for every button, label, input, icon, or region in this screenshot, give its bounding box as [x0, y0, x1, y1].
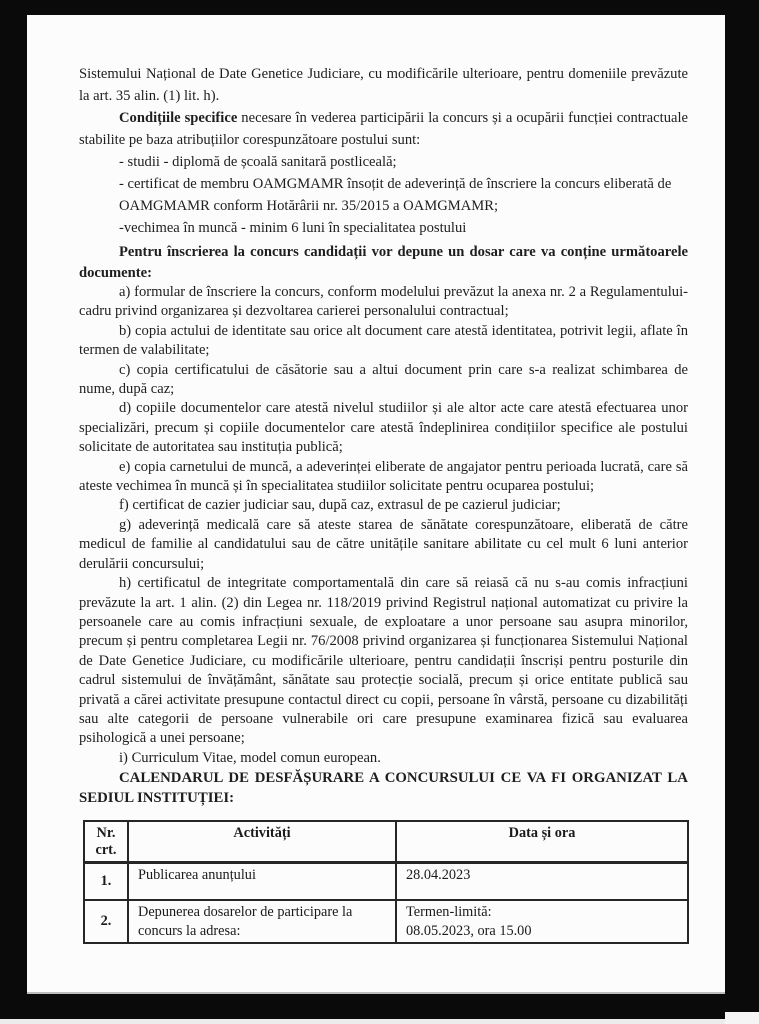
cell-row2-date-line1: Termen-limită:: [406, 904, 492, 921]
cell-row2-date: [396, 900, 688, 943]
dossier-item-d: d) copiile documentelor care atestă nivelul studiilor și ale altor acte care atestă efectuarea unor specializări, precum și copiile documentelor care atestă îndeplinirea condițiilor specifice ale postului solicitate de autoritatea sau instituția publică;: [79, 400, 688, 456]
table-header-row: [84, 821, 688, 863]
header-nr-line1: Nr.: [96, 825, 116, 842]
scan-bottom-strip: [0, 1019, 759, 1024]
conditions-paragraph: [79, 107, 688, 151]
dossier-item-h: h) certificatul de integritate comportamentală din care să reiasă că nu s-au comis infracțiuni prevăzute la art. 1 alin. (2) din Legea nr. 118/2019 privind Registrul național automatizat cu privire la persoanele care au comis infracțiuni sexuale, de exploatare a unor persoane sau asupra minorilor, precum și pentru completarea Legii nr. 76/2008 privind organizarea și funcționarea Sistemului Național de Date Genetice Judiciare, cu modificările ulterioare, pentru candidații înscriși pentru posturile din cadrul sistemului de învățământ, sănătate sau protecție socială, precum și orice entitate publică sau privată a cărei activitate presupune contactul direct cu copii, persoane în vârstă, persoane cu dizabilități sau alte categorii de persoane vulnerabile ori care presupune examinarea fizică sau evaluarea psihologică a unei persoane;: [79, 575, 688, 747]
conditions-list: [119, 151, 688, 239]
cell-row1-date: 28.04.2023: [396, 863, 688, 901]
conditions-lead-bold: Condițiile specifice: [119, 110, 238, 126]
calendar-title-line-2: SEDIUL INSTITUȚIEI:: [79, 790, 235, 807]
cell-row2-nr: 2.: [84, 900, 128, 943]
dossier-item-i: i) Curriculum Vitae, model comun european.: [119, 749, 381, 766]
dossier-item-a: a) formular de înscriere la concurs, conform modelului prevăzut la anexa nr. 2 a Regulamentului-cadru privind organizarea și dezvoltarea carierei personalului contractual;: [79, 284, 688, 320]
dossier-item-f: f) certificat de cazier judiciar sau, după caz, extrasul de pe cazierul judiciar;: [119, 497, 561, 514]
conditions-item: - certificat de membru OAMGMAMR însoțit de adeverință de înscriere la concurs eliberată de OAMGMAMR conform Hotărârii nr. 35/2015 a OAMGMAMR;: [119, 176, 672, 214]
document-page: [27, 15, 725, 992]
header-activity: Activități: [128, 821, 396, 863]
calendar-title: [79, 768, 688, 808]
dossier-item-c: c) copia certificatului de căsătorie sau a altui document prin care s-a realizat schimbarea de nume, după caz;: [79, 361, 688, 398]
table-row: [84, 863, 688, 901]
dossier-item-b: b) copia actului de identitate sau orice alt document care atestă identitatea, potrivit legii, aflate în termen de valabilitate;: [79, 322, 688, 359]
conditions-lead-rest: necesare în vederea participării la concurs și a ocupării funcției contractuale stabilite pe baza atribuțiilor corespunzătoare postului sunt:: [79, 110, 688, 148]
cell-row1-activity: Publicarea anunțului: [128, 863, 396, 901]
table-row: [84, 900, 688, 943]
conditions-item: - studii - diplomă de școală sanitară postliceală;: [119, 154, 397, 170]
dossier-heading: Pentru înscrierea la concurs candidații vor depune un dosar care va conține următoarele documente:: [79, 244, 688, 281]
calendar-title-line-1: CALENDARUL DE DESFĂȘURARE A CONCURSULUI CE VA FI ORGANIZAT LA: [119, 770, 688, 787]
conditions-item: -vechimea în muncă - minim 6 luni în specialitatea postului: [119, 220, 467, 236]
scan-corner-patch: [725, 1012, 759, 1024]
calendar-table: [83, 820, 689, 944]
dossier-item-e: e) copia carnetului de muncă, a adeverinței eliberate de angajator pentru perioada lucrată, care să ateste vechimea în muncă și în specialitatea studiilor solicitate pentru ocuparea postului;: [79, 458, 688, 495]
dossier-item-g: g) adeverință medicală care să ateste starea de sănătate corespunzătoare, eliberată de către medicul de familie al candidatului sau de către unitățile sanitare abilitate cu cel mult 6 luni anterior derulării concursului;: [79, 516, 688, 572]
intro-paragraph: Sistemului Național de Date Genetice Judiciare, cu modificările ulterioare, pentru domeniile prevăzute la art. 35 alin. (1) lit. h).: [79, 66, 688, 104]
header-nr-crt: [84, 821, 128, 863]
cell-row2-date-line2: 08.05.2023, ora 15.00: [406, 922, 532, 939]
document-content: [79, 63, 688, 944]
cell-row1-nr: 1.: [84, 863, 128, 901]
cell-row2-activity: Depunerea dosarelor de participare la concurs la adresa:: [128, 900, 396, 943]
header-nr-line2: crt.: [95, 841, 117, 858]
header-date: Data și ora: [396, 821, 688, 863]
